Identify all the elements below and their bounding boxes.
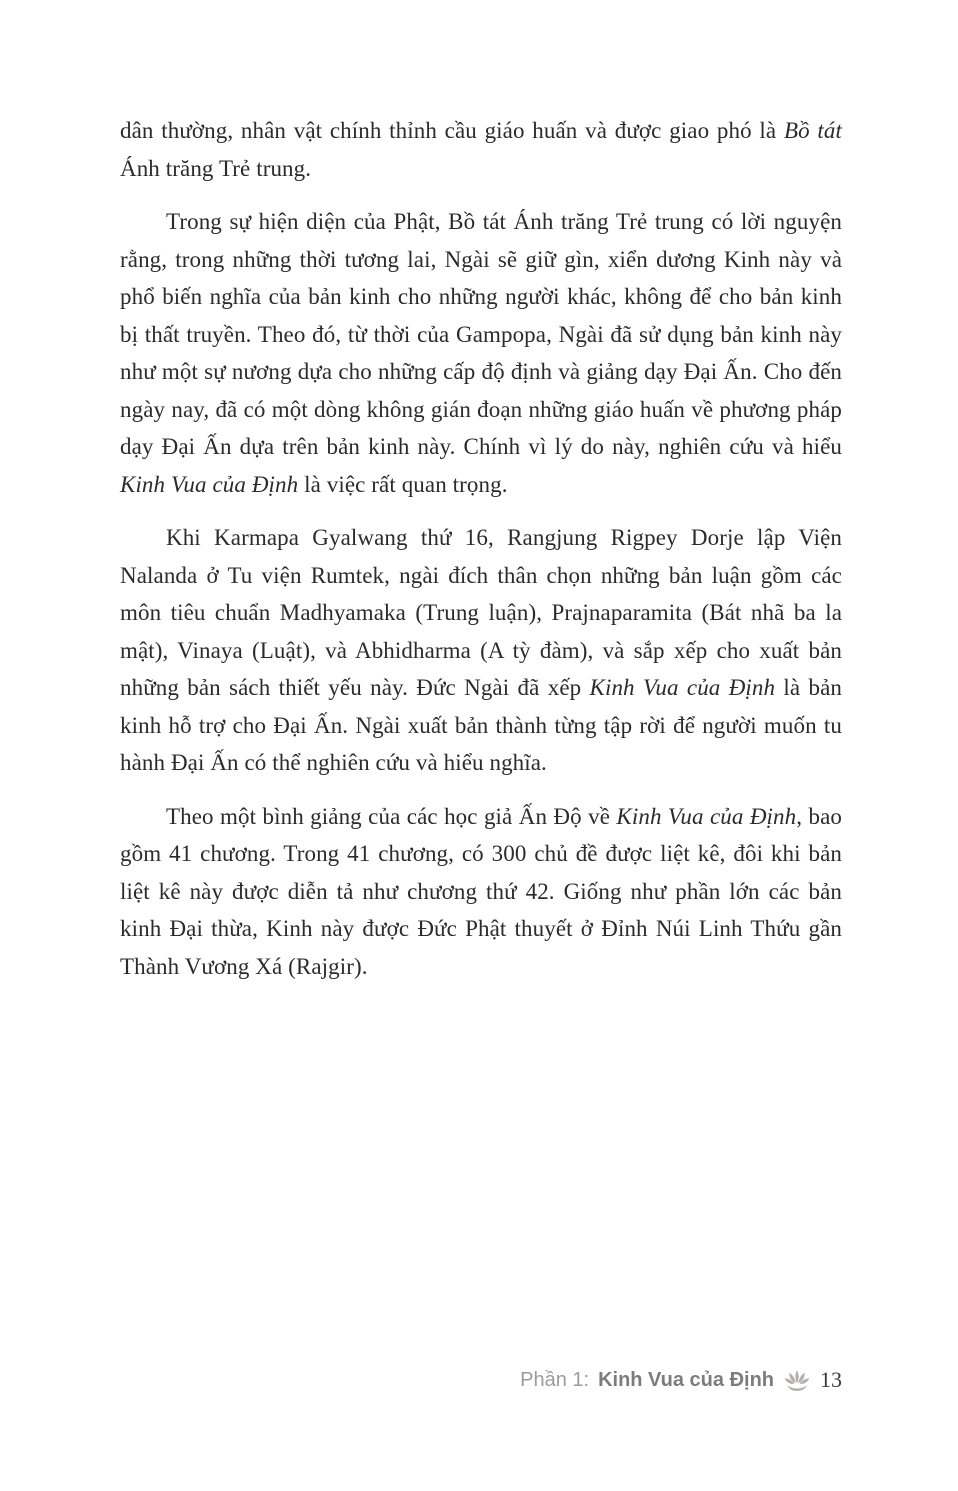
- paragraph-text: , bao gồm 41 chương. Trong 41 chương, có 300 chủ đề được liệt kê, đôi khi bản liệt kê này được diễn tả như chương thứ 42. Giống như phần lớn các bản kinh Đại thừa, Kinh này được Đức Phật thuyết ở Đỉnh Núi Linh Thứu gần Thành Vương Xá (Rajgir).: [120, 803, 843, 979]
- footer-page-number: 13: [820, 1367, 842, 1392]
- page-content: [120, 112, 842, 1001]
- paragraph-text: Khi Karmapa Gyalwang thứ 16, Rangjung Rigpey Dorje lập Viện Nalanda ở Tu viện Rumtek, ngài đích thân chọn những bản luận gồm các môn tiêu chuẩn Madhyamaka (Trung luận), Prajnaparamita (Bát nhã ba la mật), Vinaya (Luật), và Abhidharma (A tỳ đàm), và sắp xếp cho xuất bản những bản sách thiết yếu này. Đức Ngài đã xếp: [120, 525, 842, 700]
- paragraph-text: dân thường, nhân vật chính thỉnh cầu giáo huấn và được giao phó là: [120, 118, 784, 143]
- paragraph-text: là bản kinh hỗ trợ cho Đại Ấn. Ngài xuất bản thành từng tập rời để người muốn tu hành Đại Ấn có thể nghiên cứu và hiểu nghĩa.: [120, 675, 842, 775]
- paragraph-text: Trong sự hiện diện của Phật, Bồ tát Ánh trăng Trẻ trung có lời nguyện rằng, trong những thời tương lai, Ngài sẽ giữ gìn, xiển dương Kinh này và phổ biến nghĩa của bản kinh cho những người khác, không để cho bản kinh bị thất truyền. Theo đó, từ thời của Gampopa, Ngài đã sử dụng bản kinh này như một sự nương dựa cho những cấp độ định và giảng dạy Đại Ấn. Cho đến ngày nay, đã có một dòng không gián đoạn những giáo huấn về phương pháp dạy Đại Ấn dựa trên bản kinh này. Chính vì lý do này, nghiên cứu và hiểu: [120, 209, 842, 459]
- paragraph-text-italic: Kinh Vua của Định: [616, 803, 797, 829]
- lotus-flower-icon: [784, 1370, 810, 1391]
- paragraph-text: Theo một bình giảng của các học giả Ấn Độ về: [166, 803, 617, 829]
- page-footer: [520, 1367, 842, 1393]
- paragraph-text-italic: Kinh Vua của Định: [120, 471, 299, 497]
- paragraph-karmapa: [120, 519, 842, 782]
- paragraph-text: là việc rất quan trọng.: [298, 471, 508, 497]
- paragraph-text-italic: Bồ tát: [783, 118, 842, 143]
- footer-book-title: Kinh Vua của Định: [598, 1368, 774, 1391]
- footer-part-label: Phần 1:: [520, 1368, 590, 1391]
- paragraph-text: Ánh trăng Trẻ trung.: [120, 155, 312, 181]
- paragraph-continuation: [120, 112, 842, 187]
- paragraph-lineage: [120, 203, 842, 503]
- paragraph-text-italic: Kinh Vua của Định: [589, 675, 776, 700]
- paragraph-commentary: [120, 798, 842, 986]
